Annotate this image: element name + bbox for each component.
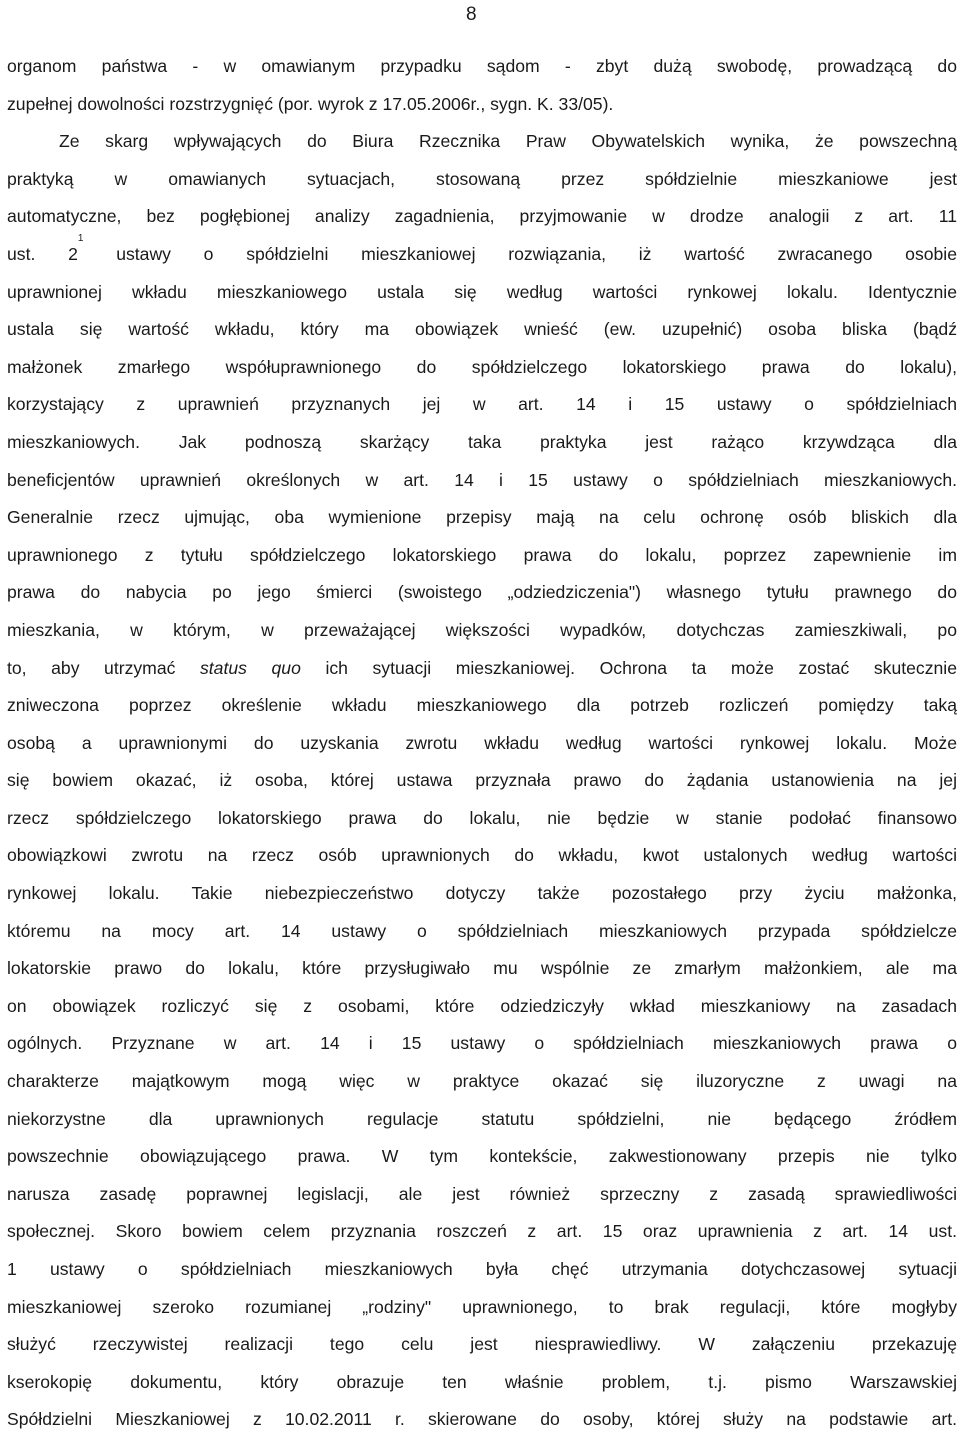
text-line: organom państwa - w omawianym przypadku sądom - zbyt dużą swobodę, prowadzącą do <box>7 56 957 76</box>
text-segment: ustawy o spółdzielni mieszkaniowej rozwiązania, iż wartość zwracanego osobie <box>83 243 958 264</box>
text-line: Generalnie rzecz ujmując, oba wymienione przepisy mają na celu ochronę osób bliskich dla <box>7 507 957 528</box>
text-segment: to, aby utrzymać <box>7 657 200 678</box>
text-line: zupełnej dowolności rozstrzygnięć (por. wyrok z 17.05.2006r., sygn. K. 33/05). <box>7 93 614 114</box>
text-line: Ze skarg wpływających do Biura Rzecznika Praw Obywatelskich wynika, że powszechną <box>59 131 957 152</box>
text-line: prawa do nabycia po jego śmierci (swoistego „odziedziczenia") własnego tytułu prawnego do <box>7 582 957 603</box>
text-line: się bowiem okazać, iż osoba, której ustawa przyznała prawo do żądania ustanowienia na jej <box>7 770 957 791</box>
text-line-with-footnote <box>7 232 958 274</box>
text-line: służyć rzeczywistej realizacji tego celu jest niesprawiedliwy. W załączeniu przekazuję <box>7 1334 957 1355</box>
document-body <box>7 48 957 1439</box>
text-line: kserokopię dokumentu, który obrazuje ten właśnie problem, t.j. pismo Warszawskiej <box>7 1371 957 1392</box>
text-line: niekorzystne dla uprawnionych regulacje statutu spółdzielni, nie będącego źródłem <box>7 1108 957 1129</box>
text-segment: ich sytuacji mieszkaniowej. Ochrona ta może zostać skutecznie <box>300 657 958 678</box>
text-line: praktyką w omawianych sytuacjach, stosowaną przez spółdzielnie mieszkaniowe jest <box>7 168 957 189</box>
page-number: 8 <box>466 4 477 25</box>
text-line: zniweczona poprzez określenie wkładu mieszkaniowego dla potrzeb rozliczeń pomiędzy taką <box>7 695 957 716</box>
text-line: społecznej. Skoro bowiem celem przyznania roszczeń z art. 15 oraz uprawnienia z art. 14 ust. <box>7 1221 957 1242</box>
text-line: rynkowej lokalu. Takie niebezpieczeństwo dotyczy także pozostałego przy życiu małżonka, <box>7 883 957 904</box>
text-line: beneficjentów uprawnień określonych w art. 14 i 15 ustawy o spółdzielniach mieszkaniowych. <box>7 469 957 490</box>
text-line: któremu na mocy art. 14 ustawy o spółdzielniach mieszkaniowych przypada spółdzielcze <box>7 920 957 941</box>
text-line: ogólnych. Przyznane w art. 14 i 15 ustawy o spółdzielniach mieszkaniowych prawa o <box>7 1033 957 1054</box>
text-line: mieszkaniowych. Jak podnoszą skarżący taka praktyka jest rażąco krzywdząca dla <box>7 431 957 452</box>
text-line: obowiązkowi zwrotu na rzecz osób uprawnionych do wkładu, kwot ustalonych według wartości <box>7 845 957 866</box>
text-line: automatyczne, bez pogłębionej analizy zagadnienia, przyjmowanie w drodze analogii z art. 11 <box>7 206 957 227</box>
text-line: lokatorskie prawo do lokalu, które przysługiwało mu wspólnie ze zmarłym małżonkiem, ale ma <box>7 958 957 979</box>
text-line: rzecz spółdzielczego lokatorskiego prawa do lokalu, nie będzie w stanie podołać finansowo <box>7 807 957 828</box>
text-line: charakterze majątkowym mogą więc w praktyce okazać się iluzoryczne z uwagi na <box>7 1071 957 1092</box>
text-line: uprawnionego z tytułu spółdzielczego lokatorskiego prawa do lokalu, poprzez zapewnienie im <box>7 544 957 565</box>
footnote-superscript: 1 <box>77 232 84 244</box>
text-line: narusza zasadę poprawnej legislacji, ale jest również sprzeczny z zasadą sprawiedliwości <box>7 1183 957 1204</box>
text-line: on obowiązek rozliczyć się z osobami, które odziedziczyły wkład mieszkaniowy na zasadach <box>7 995 957 1016</box>
text-line: 1 ustawy o spółdzielniach mieszkaniowych była chęć utrzymania dotychczasowej sytuacji <box>7 1259 957 1279</box>
text-line: uprawnionej wkładu mieszkaniowego ustala się według wartości rynkowej lokalu. Identycznie <box>7 281 957 302</box>
text-line: korzystający z uprawnień przyznanych jej w art. 14 i 15 ustawy o spółdzielniach <box>7 394 957 415</box>
paragraph-2 <box>7 123 957 1439</box>
text-line: mieszkania, w którym, w przeważającej większości wypadków, dotychczas zamieszkiwali, po <box>7 619 957 640</box>
text-line: powszechnie obowiązującego prawa. W tym kontekście, zakwestionowany przepis nie tylko <box>7 1146 957 1167</box>
text-line: mieszkaniowej szeroko rozumianej „rodziny" uprawnionego, to brak regulacji, które mogłyby <box>7 1296 957 1317</box>
italic-term: status quo <box>200 657 301 678</box>
text-line: ustala się wartość wkładu, który ma obowiązek wnieść (ew. uzupełnić) osoba bliska (bądź <box>7 319 957 340</box>
text-line-status-quo <box>7 650 957 688</box>
paragraph-1 <box>7 48 957 123</box>
text-line: małżonek zmarłego współuprawnionego do spółdzielczego lokatorskiego prawa do lokalu), <box>7 356 957 377</box>
text-line: osobą a uprawnionymi do uzyskania zwrotu wkładu według wartości rynkowej lokalu. Może <box>7 732 957 753</box>
text-segment: ust. 2 <box>7 243 78 264</box>
text-line: Spółdzielni Mieszkaniowej z 10.02.2011 r. skierowane do osoby, której służy na podstawie art. <box>7 1409 957 1430</box>
